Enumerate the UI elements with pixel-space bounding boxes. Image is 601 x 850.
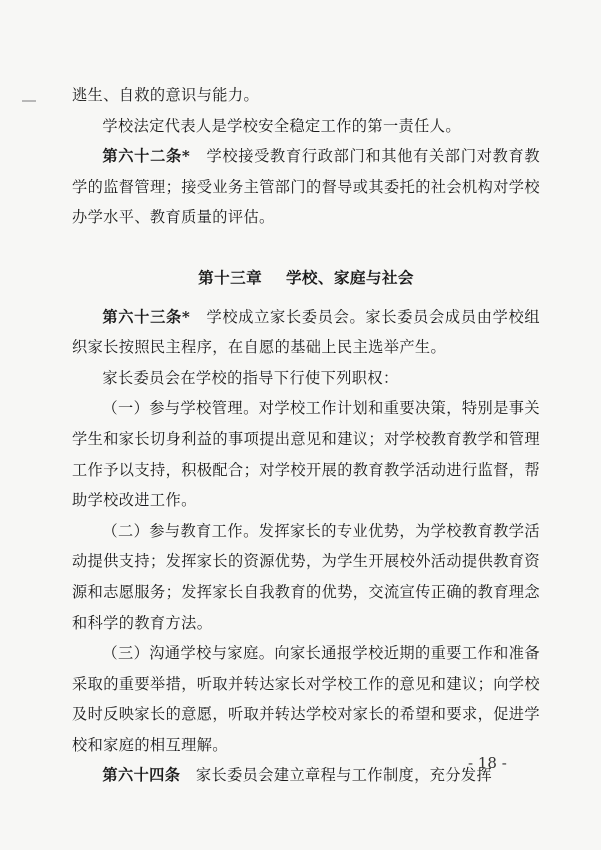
article-number: 第六十三条* <box>102 307 191 326</box>
paragraph-text: 学校成立家长委员会。家长委员会成员由学校组织家长按照民主程序，在自愿的基础上民主选举产生。 <box>72 307 541 357</box>
article-number: 第六十四条 <box>102 766 181 785</box>
paragraph <box>72 111 540 142</box>
article-number: 第六十二条* <box>102 147 191 166</box>
section-after-chapter <box>72 302 540 792</box>
scan-mark <box>22 100 36 102</box>
paragraph-text: 学校法定代表人是学校安全稳定工作的第一责任人。 <box>102 116 461 135</box>
document-body <box>72 80 540 791</box>
paragraph <box>72 638 540 760</box>
paragraph-text: （二）参与教育工作。发挥家长的专业优势，为学校教育教学活动提供支持；发挥家长的资源优势，为学生开展校外活动提供教育资源和志愿服务；发挥家长自我教育的优势，交流宣传正确的教育理念和科学的教育方法。 <box>72 521 540 632</box>
section-before-chapter <box>72 80 540 233</box>
paragraph-text: （三）沟通学校与家庭。向家长通报学校近期的重要工作和准备采取的重要举措，听取并转达家长对学校工作的意见和建议；向学校及时反映家长的意愿，听取并转达学校对家长的希望和要求，促进学校和家庭的相互理解。 <box>72 644 540 754</box>
article-paragraph <box>72 141 540 233</box>
paragraph <box>72 516 540 638</box>
article-paragraph <box>72 302 540 363</box>
paragraph-text: 家长委员会建立章程与工作制度，充分发挥 <box>195 766 493 785</box>
paragraph <box>72 80 540 111</box>
chapter-heading <box>72 263 540 294</box>
paragraph-text: 逃生、自救的意识与能力。 <box>72 86 260 104</box>
page-number: - 18 - <box>468 754 507 772</box>
paragraph-text: 家长委员会在学校的指导下行使下列职权： <box>102 368 399 387</box>
paragraph-text: （一）参与学校管理。对学校工作计划和重要决策，特别是事关学生和家长切身利益的事项提出意见和建议；对学校教育教学和管理工作予以支持，积极配合；对学校开展的教育教学活动进行监督，帮助学校改进工作。 <box>72 399 540 510</box>
paragraph <box>72 363 540 394</box>
chapter-number: 第十三章 <box>198 267 263 287</box>
paragraph-text: 学校接受教育行政部门和其他有关部门对教育教学的监督管理；接受业务主管部门的督导或其委托的社会机构对学校办学水平、教育质量的评估。 <box>72 147 541 227</box>
paragraph <box>72 393 540 515</box>
chapter-title: 学校、家庭与社会 <box>285 267 414 287</box>
